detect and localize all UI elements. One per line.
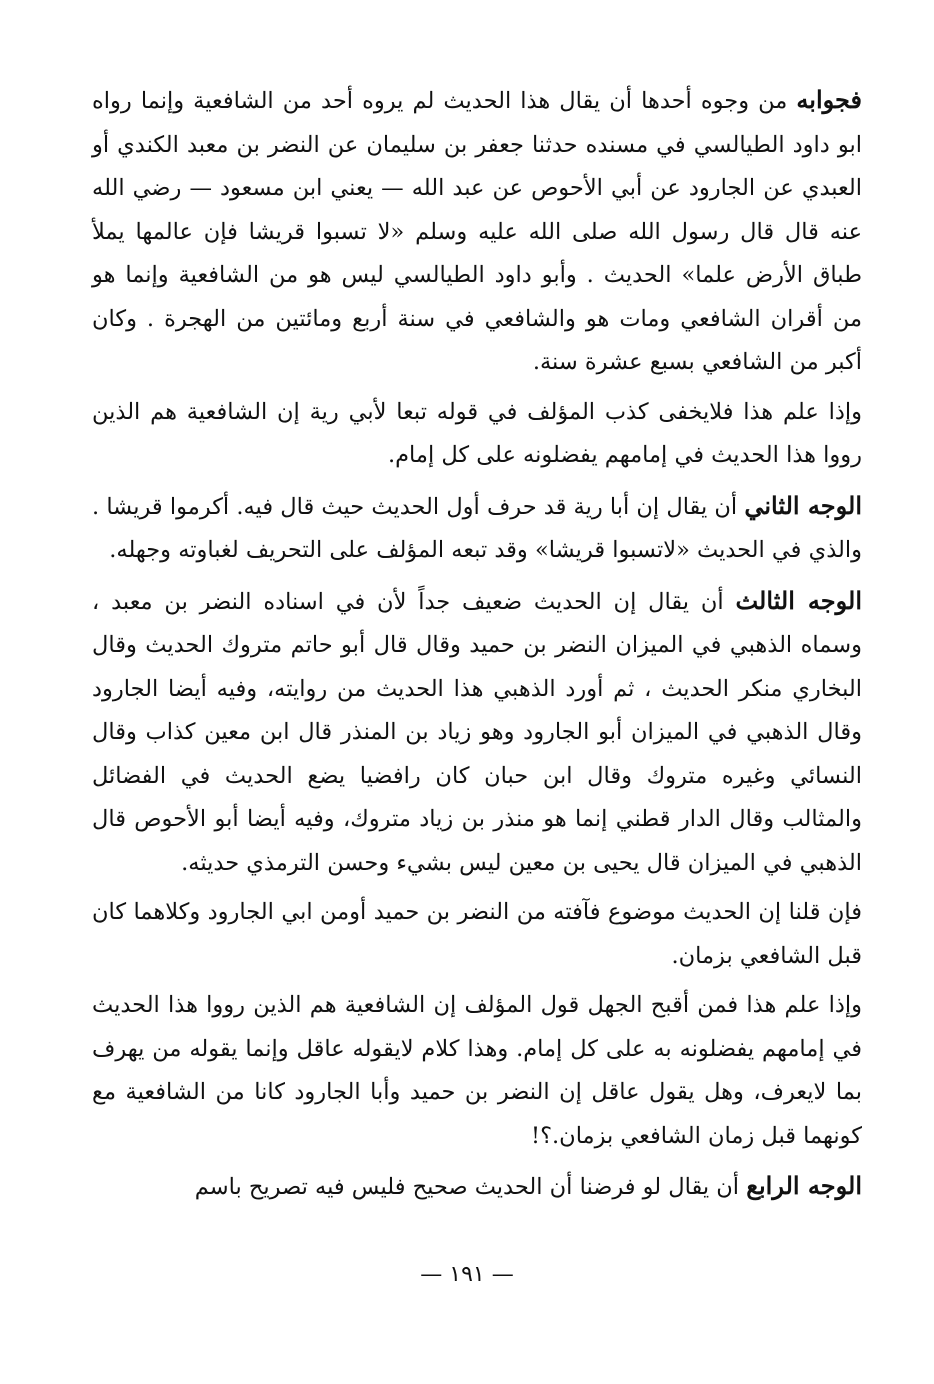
paragraph-heading: فجوابه — [796, 85, 862, 114]
paragraph-third-aspect — [92, 579, 862, 886]
paragraph-answer — [92, 78, 862, 385]
paragraph-heading: الوجه الثاني — [744, 490, 863, 520]
paragraph-heading: الوجه الرابع — [746, 1171, 862, 1200]
paragraph-text: أن يقال إن الحديث ضعيف جداً لأن في اسناده النضر بن معبد ، وسماه الذهبي في الميزان النضر بن حميد وقال قال أبو حاتم متروك الحديث وقال البخاري منكر الحديث ، ثم أورد الذهبي هذا الحديث من روايته، وفيه أيضا الجارود وقال الذهبي في الميزان أبو الجارود وهو زياد بن المنذر قال ابن معين كذاب وقال النسائي وغيره متروك وقال ابن حبان كان رافضيا يضع الحديث في الفضائل والمثالب وقال الدار قطني إنما هو منذر بن زياد متروك، وفيه أيضا أبو الأحوص قال الذهبي في الميزان قال يحيى بن معين ليس بشيء وحسن الترمذي حديثه. — [92, 588, 862, 876]
paragraph-text: من وجوه أحدها أن يقال هذا الحديث لم يروه أحد من الشافعية وإنما رواه ابو داود الطيالسي في مسنده حدثنا جعفر بن سليمان عن النضر بن معبد الكندي أو العبدي عن الجارود عن أبي الأحوص عن عبد الله — يعني ابن مسعود — رضي الله عنه قال قال رسول الله صلى الله عليه وسلم «لا تسبوا قريشا فإن عالمها يملأ طباق الأرض علما» الحديث . وأبو داود الطيالسي ليس هو من الشافعية وإنما هو من أقران الشافعي ومات هو والشافعي في سنة أربع ومائتين من الهجرة . وكان أكبر من الشافعي بسبع عشرة سنة. — [92, 88, 862, 375]
paragraph-text: أن يقال إن أبا رية قد حرف أول الحديث حيث قال فيه. أكرموا قريشا . والذي في الحديث «لاتسبوا قريشا» وقد تبعه المؤلف على التحريف لغباوته وجهله. — [92, 493, 862, 563]
paragraph-second-aspect — [92, 484, 862, 573]
paragraph-conclusion — [92, 984, 862, 1158]
paragraph-text: فإن قلنا إن الحديث موضوع فآفته من النضر بن حميد أومن ابي الجارود وكلاهما كان قبل الشافعي بزمان. — [92, 899, 862, 969]
page-number: — ١٩١ — — [420, 1262, 514, 1287]
paragraph-text: أن يقال لو فرضنا أن الحديث صحيح فليس فيه تصريح باسم — [194, 1174, 747, 1200]
paragraph-text: وإذا علم هذا فمن أقبح الجهل قول المؤلف إن الشافعية هم الذين رووا هذا الحديث في إمامهم يفضلونه به على كل إمام. وهذا كلام لايقوله عاقل وإنما يقوله من يهرف بما لايعرف، وهل يقول عاقل إن النضر بن حميد وأبا الجارود كانا من الشافعية مع كونهما قبل زمان الشافعي بزمان.؟! — [92, 992, 862, 1149]
paragraph-clarification — [92, 391, 862, 478]
paragraph-fabricated-note — [92, 891, 862, 978]
paragraph-heading: الوجه الثالث — [735, 585, 862, 615]
paragraph-text: وإذا علم هذا فلايخفى كذب المؤلف في قوله تبعا لأبي رية إن الشافعية هم الذين رووا هذا الحديث في إمامهم يفضلونه على كل إمام. — [92, 398, 862, 468]
paragraph-fourth-aspect — [92, 1164, 862, 1210]
